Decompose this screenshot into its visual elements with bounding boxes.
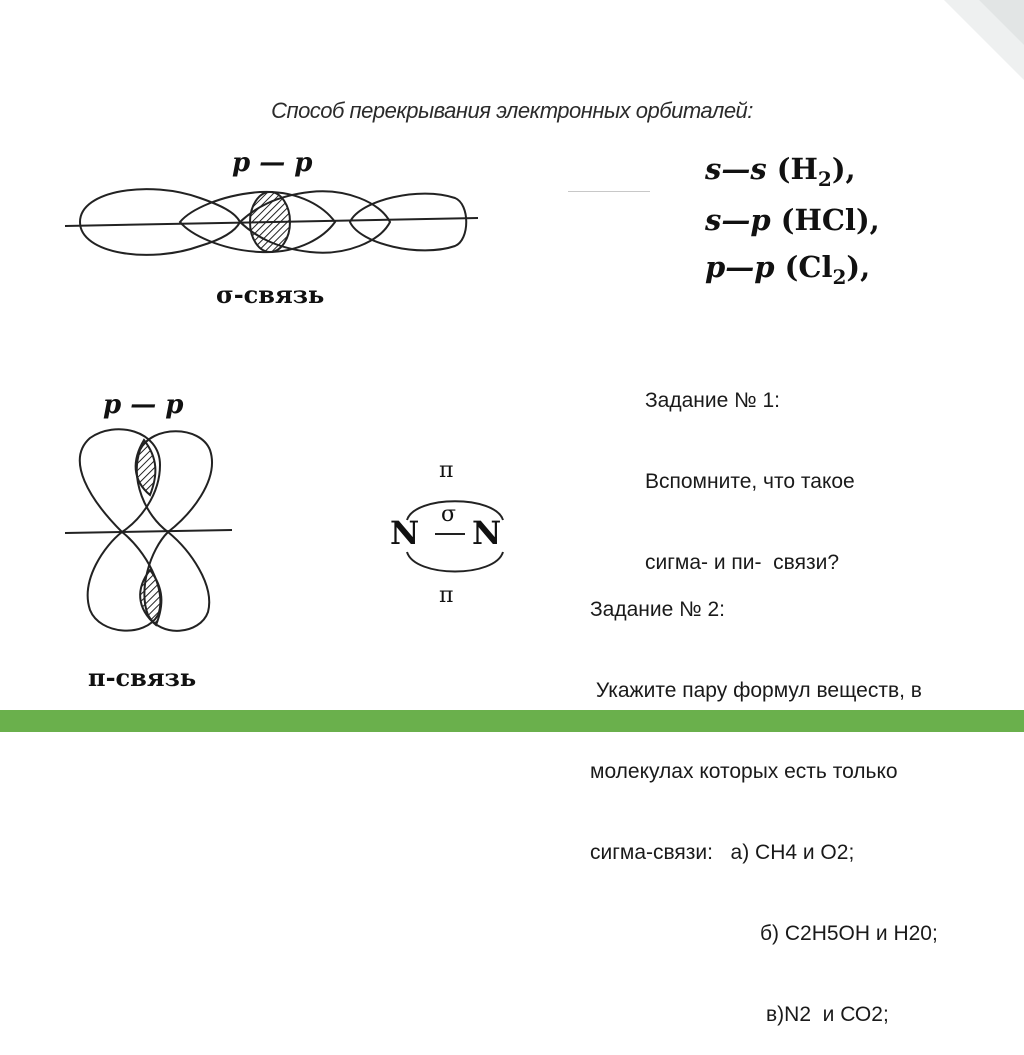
task2-option-b: б) С2Н5ОН и Н20; (760, 922, 938, 945)
divider-line (568, 191, 650, 192)
example-ss-pair: s—s (705, 152, 767, 186)
example-ss-formula: (H (776, 152, 818, 186)
task1-line1: Вспомните, что такое (645, 470, 855, 493)
task2-line1: Укажите пару формул веществ, в (590, 679, 922, 702)
task2-option-a: а) СН4 и О2; (730, 841, 855, 864)
task2-block (590, 542, 938, 1055)
n2-atom-right: N (472, 514, 502, 552)
n2-pi-top: π (439, 458, 454, 483)
n2-atom-left: N (390, 514, 420, 552)
example-ss (705, 152, 856, 191)
n2-pi-bottom: π (439, 583, 454, 608)
pi-top-label: p — p (103, 390, 184, 420)
task2-heading: Задание № 2: (590, 598, 726, 621)
example-pp-end: ), (846, 250, 871, 284)
example-sp-pair: s—p (705, 203, 771, 237)
slide-title: Способ перекрывания электронных орбиталей: (271, 98, 753, 123)
example-sp (705, 203, 880, 237)
task2-line2: молекулах которых есть только (590, 760, 898, 783)
pi-bond-diagram (60, 420, 240, 650)
task2-line3: сигма-связи: (590, 841, 713, 864)
example-ss-sub: 2 (817, 166, 832, 191)
example-ss-end: ), (831, 152, 856, 186)
pi-bond-label: π-связь (88, 663, 197, 692)
example-pp-formula: (Cl (784, 250, 833, 284)
sigma-top-label: p — p (232, 148, 313, 178)
footer-bar (0, 710, 1024, 732)
sigma-bond-label: σ-связь (216, 280, 325, 309)
task2-line3-row (590, 839, 938, 866)
task1-line2: сигма- и пи- связи? (645, 551, 839, 574)
n2-sigma: σ (441, 502, 457, 527)
sigma-bond-diagram (60, 180, 490, 280)
example-pp-pair: p—p (705, 250, 775, 284)
example-pp (705, 250, 870, 289)
task1-heading: Задание № 1: (645, 389, 781, 412)
task2-option-c: в)N2 и СО2; (766, 1003, 889, 1026)
example-pp-sub: 2 (832, 264, 847, 289)
example-sp-formula: (HCl), (780, 203, 880, 237)
